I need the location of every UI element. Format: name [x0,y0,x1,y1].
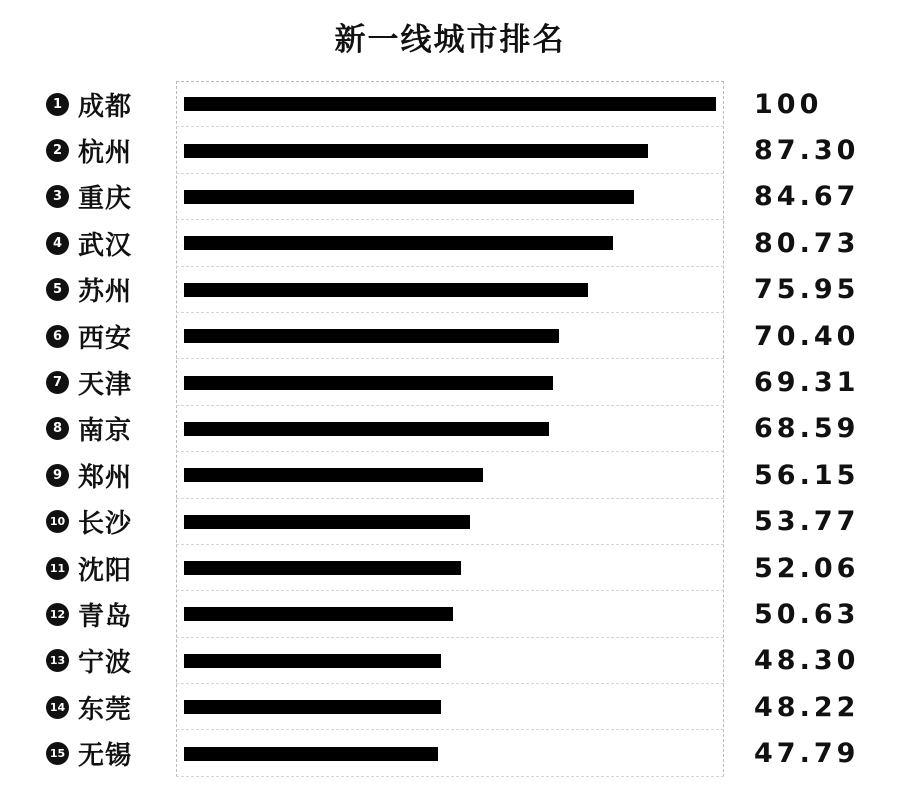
bar-cell [176,267,724,313]
rank-badge: 2 [46,139,69,162]
row-label [40,550,176,587]
city-name: 郑州 [78,462,133,493]
rank-badge: 14 [46,696,69,719]
table-row [40,81,882,127]
city-name: 南京 [78,416,133,447]
value-label: 52.06 [754,552,860,584]
city-name: 长沙 [78,509,133,540]
table-row [40,452,882,498]
value-label: 50.63 [754,598,860,630]
row-label [40,132,176,169]
value-label: 47.79 [754,738,860,770]
bar [184,561,461,575]
row-label [40,503,176,540]
rank-badge: 15 [46,742,69,765]
value-label: 70.40 [754,320,860,352]
rank-badge: 5 [46,278,69,301]
city-name: 沈阳 [78,555,133,586]
bar [184,376,553,390]
gridline [176,776,724,777]
city-name: 天津 [78,370,133,401]
rank-badge: 13 [46,649,69,672]
bar-cell [176,545,724,591]
table-row [40,684,882,730]
rank-badge: 9 [46,464,69,487]
value-label: 87.30 [754,135,860,167]
city-name: 东莞 [78,694,133,725]
bar-cell [176,499,724,545]
table-row [40,267,882,313]
bar-cell [176,174,724,220]
bar-cell [176,730,724,776]
row-label [40,410,176,447]
bar-cell [176,127,724,173]
bar-cell [176,452,724,498]
rank-badge: 4 [46,232,69,255]
rank-badge: 7 [46,371,69,394]
bar [184,190,634,204]
row-label [40,457,176,494]
bar [184,747,438,761]
bar-cell [176,638,724,684]
city-name: 杭州 [78,138,133,169]
table-row [40,591,882,637]
table-row [40,313,882,359]
bar-cell [176,684,724,730]
value-label: 48.22 [754,691,860,723]
bar [184,283,588,297]
bar [184,515,470,529]
bar [184,422,549,436]
page-title: 新一线城市排名 [334,22,566,58]
rank-badge: 10 [46,510,69,533]
value-label: 75.95 [754,274,860,306]
city-name: 西安 [78,323,133,354]
table-row [40,499,882,545]
city-name: 武汉 [78,230,133,261]
bar-cell [176,406,724,452]
value-label: 68.59 [754,413,860,445]
table-row [40,406,882,452]
rank-badge: 1 [46,93,69,116]
city-name: 重庆 [78,184,133,215]
city-name: 成都 [78,91,133,122]
value-label: 53.77 [754,506,860,538]
table-row [40,730,882,776]
table-row [40,359,882,405]
city-name: 青岛 [78,601,133,632]
bar-cell [176,591,724,637]
table-row [40,174,882,220]
value-label: 100 [754,88,823,120]
bar [184,97,716,111]
row-label [40,271,176,308]
bar [184,329,559,343]
bar-cell [176,359,724,405]
bar [184,236,613,250]
table-row [40,638,882,684]
row-label [40,178,176,215]
rank-badge: 3 [46,185,69,208]
bar [184,468,483,482]
bar [184,700,441,714]
bar-row-list [40,81,882,777]
row-label [40,596,176,633]
city-name: 苏州 [78,277,133,308]
rank-badge: 8 [46,417,69,440]
chart-area [0,81,900,777]
bar [184,654,441,668]
city-name: 宁波 [78,648,133,679]
rank-badge: 11 [46,557,69,580]
row-label [40,642,176,679]
bar-cell [176,313,724,359]
table-row [40,545,882,591]
value-label: 69.31 [754,367,860,399]
value-label: 80.73 [754,227,860,259]
row-label [40,364,176,401]
row-label [40,86,176,123]
row-label [40,689,176,726]
row-label [40,225,176,262]
value-label: 48.30 [754,645,860,677]
value-label: 84.67 [754,181,860,213]
bar [184,144,648,158]
row-label [40,318,176,355]
bar-cell [176,220,724,266]
value-label: 56.15 [754,459,860,491]
rank-badge: 6 [46,325,69,348]
row-label [40,735,176,772]
city-name: 无锡 [78,741,133,772]
table-row [40,220,882,266]
table-row [40,127,882,173]
rank-badge: 12 [46,603,69,626]
bar [184,607,453,621]
bar-cell [176,81,724,127]
